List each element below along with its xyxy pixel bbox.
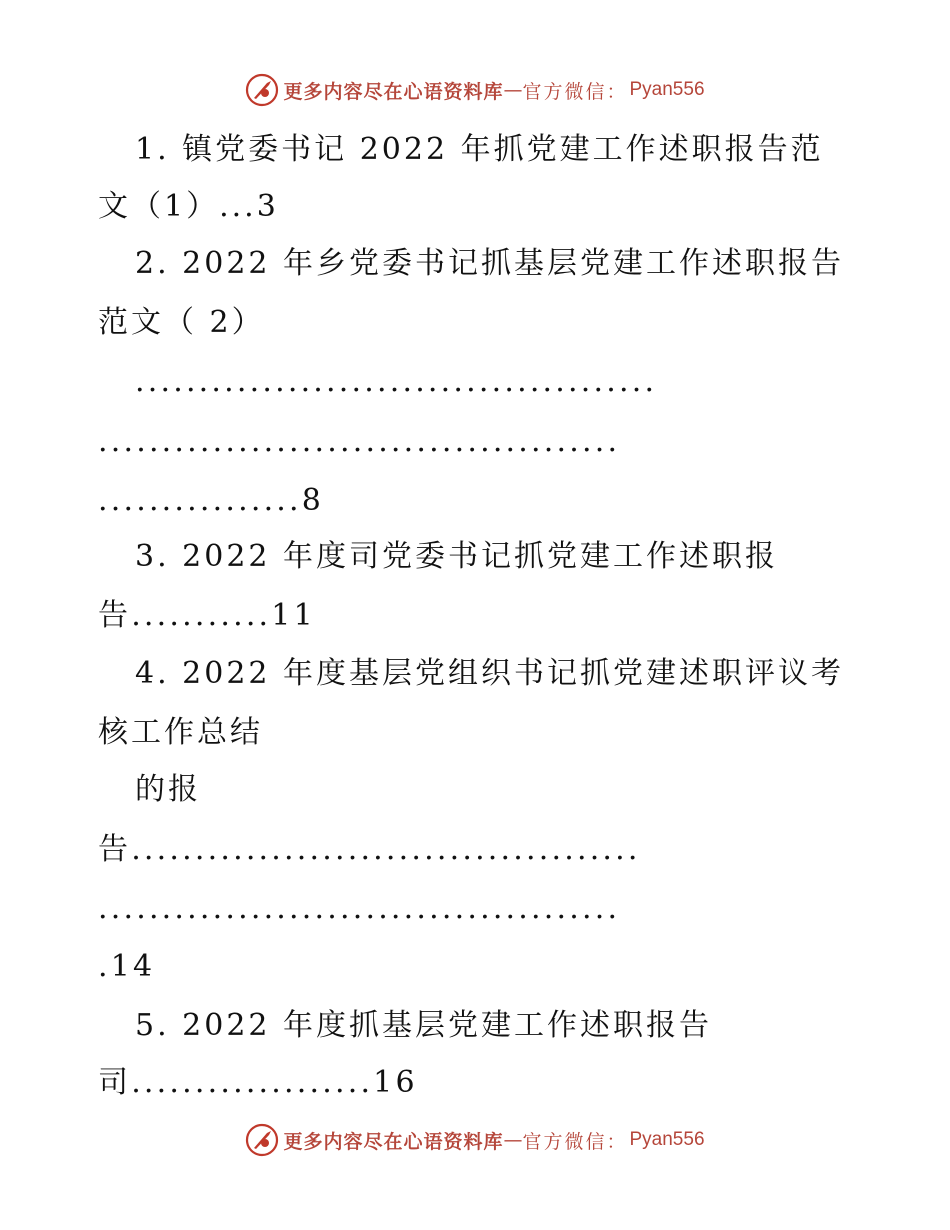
toc-leader-dots: ......................................... [98,424,621,459]
quill-logo-icon [245,1123,279,1157]
toc-entry-4-cont[interactable]: 核工作总结 [98,715,263,750]
banner-dash: — [503,1129,523,1151]
toc-entry-3[interactable]: 3. 2022 年度司党委书记抓党建工作述职报 [135,539,779,574]
toc-entry-4-cont[interactable]: 告........................................ [98,832,641,867]
banner-dash: — [503,79,523,101]
toc-entry-2[interactable]: 2. 2022 年乡党委书记抓基层党建工作述职报告 [135,246,845,281]
toc-entry-3-cont[interactable]: 告...........11 [98,598,316,633]
toc-leader-dots: ......................................... [135,364,658,399]
toc-entry-1-cont[interactable]: 文（1）...3 [98,189,279,224]
toc-entry-5-cont[interactable]: 司...................16 [98,1065,418,1100]
wechat-id: Pyan556 [629,1129,705,1150]
brand-text: 更多内容尽在心语资料库 [283,80,504,103]
wechat-label: 官方微信： [522,80,628,103]
toc-entry-4-cont[interactable]: 的报 [135,772,201,807]
toc-entry-4[interactable]: 4. 2022 年度基层党组织书记抓党建述职评议考 [135,656,845,691]
toc-leader-dots: ......................................... [98,891,621,926]
toc-entry-2-cont[interactable]: 范文（ 2） [98,305,265,340]
wechat-id: Pyan556 [629,79,705,100]
brand-text: 更多内容尽在心语资料库 [283,1130,504,1153]
wechat-label: 官方微信： [522,1130,628,1153]
toc-page-number: .14 [98,949,156,984]
toc-page-number: ................8 [98,483,325,518]
footer-banner [0,1120,950,1160]
toc-entry-1[interactable]: 1. 镇党委书记 2022 年抓党建工作述职报告范 [135,132,824,167]
toc-entry-5[interactable]: 5. 2022 年度抓基层党建工作述职报告 [135,1008,713,1043]
